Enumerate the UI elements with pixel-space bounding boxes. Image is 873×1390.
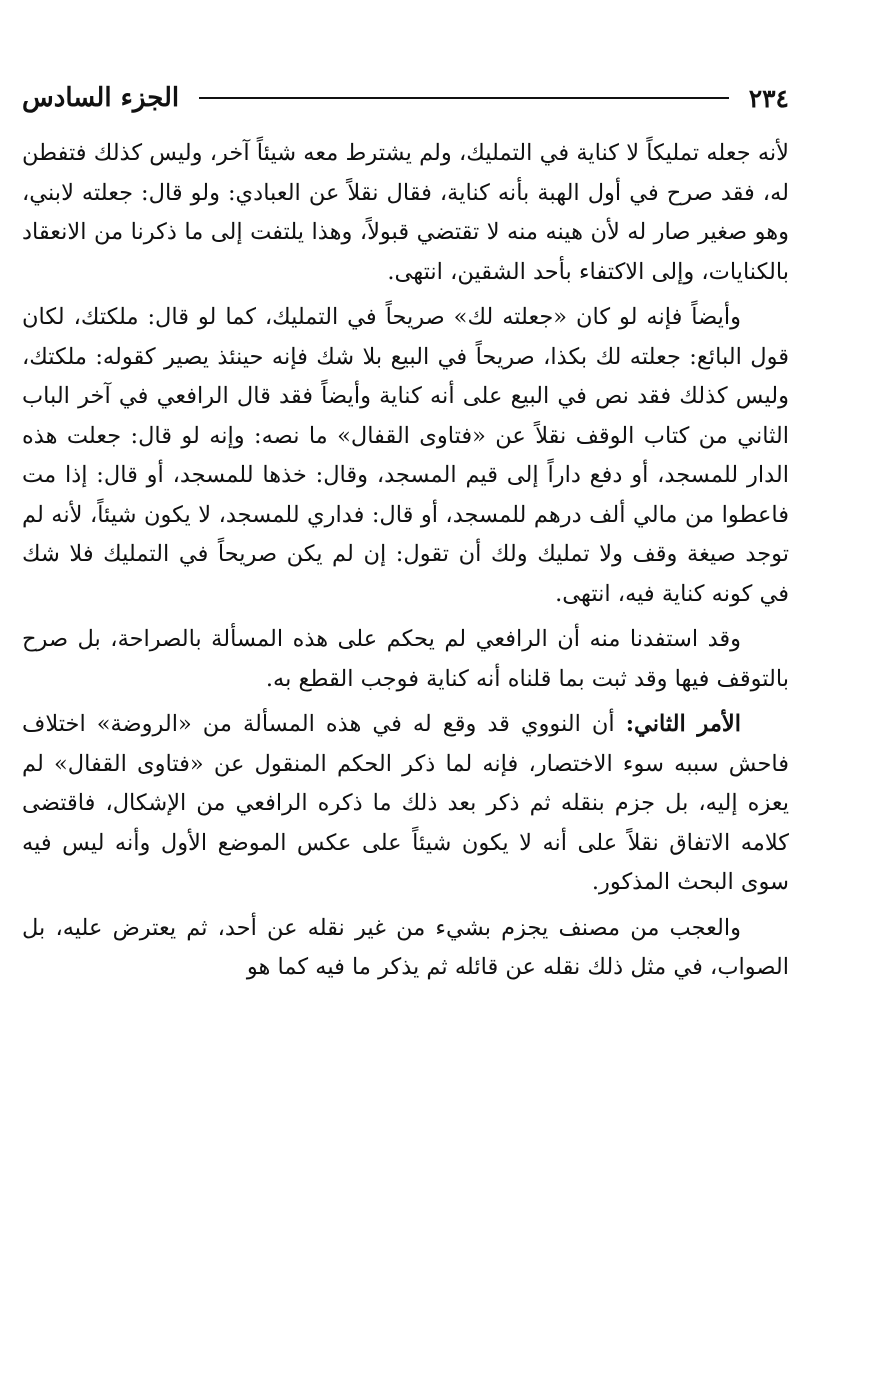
paragraph-text: لأنه جعله تمليكاً لا كناية في التمليك، ولم يشترط معه شيئاً آخر، وليس كذلك فتفطن له، فقد صرح في أول الهبة بأنه كناية، فقال نقلاً عن العبادي: ولو قال: جعلته لابني، وهو صغير صار له لأن هينه منه لا تقتضي قبولاً، وهذا يلتفت إلى ما ذكرنا من الانعقاد بالكنايات، وإلى الاكتفاء بأحد الشقين، انتهى.: [22, 140, 789, 285]
paragraph-text: وأيضاً فإنه لو كان «جعلته لك» صريحاً في التمليك، كما لو قال: ملكتك، لكان قول البائع: جعلته لك بكذا، صريحاً في البيع بلا شك فإنه حينئذ يصير كقوله: ملكتك، وليس كذلك فقد نص في البيع على أنه كناية وأيضاً فقد قال الرافعي في آخر الباب الثاني من كتاب الوقف نقلاً عن «فتاوى القفال» ما نصه: وإنه لو قال: جعلت هذه الدار للمسجد، أو دفع داراً إلى قيم المسجد، وقال: خذها للمسجد، أو قال: إذا مت فاعطوا من مالي ألف درهم للمسجد، أو قال: فداري للمسجد، لا يكون شيئاً، لأنه لم توجد صيغة وقف ولا تمليك ولك أن تقول: إن لم يكن صريحاً في التمليك فلا شك في كونه كناية فيه، انتهى.: [22, 304, 789, 607]
header-rule: [199, 97, 729, 99]
paragraph: [22, 705, 789, 903]
paragraph-text: وقد استفدنا منه أن الرافعي لم يحكم على هذه المسألة بالصراحة، بل صرح بالتوقف فيها وقد ثبت بما قلناه أنه كناية فوجب القطع به.: [22, 626, 789, 692]
paragraph: [22, 298, 789, 614]
paragraph: [22, 620, 789, 699]
book-page: [22, 0, 789, 1390]
paragraph: [22, 134, 789, 292]
page-header: [22, 78, 789, 118]
running-title: الجزء السادس: [22, 83, 180, 113]
section-lead: الأمر الثاني:: [625, 711, 741, 737]
paragraph-text: والعجب من مصنف يجزم بشيء من غير نقله عن أحد، ثم يعترض عليه، بل الصواب، في مثل ذلك نقله عن قائله ثم يذكر ما فيه كما هو: [22, 914, 789, 980]
paragraph-text: أن النووي قد وقع له في هذه المسألة من «الروضة» اختلاف فاحش سببه سوء الاختصار، فإنه لما ذكر الحكم المنقول عن «فتاوى القفال» لم يعزه إليه، بل جزم بنقله ثم ذكر بعد ذلك ما ذكره الرافعي من الإشكال، فاقتضى كلامه الاتفاق نقلاً على أنه لا يكون شيئاً على عكس الموضع الأول وأنه ليس فيه سوى البحث المذكور.: [22, 711, 789, 895]
body-text: [22, 134, 789, 994]
page-number: ٢٣٤: [748, 83, 789, 113]
paragraph: [22, 909, 789, 988]
